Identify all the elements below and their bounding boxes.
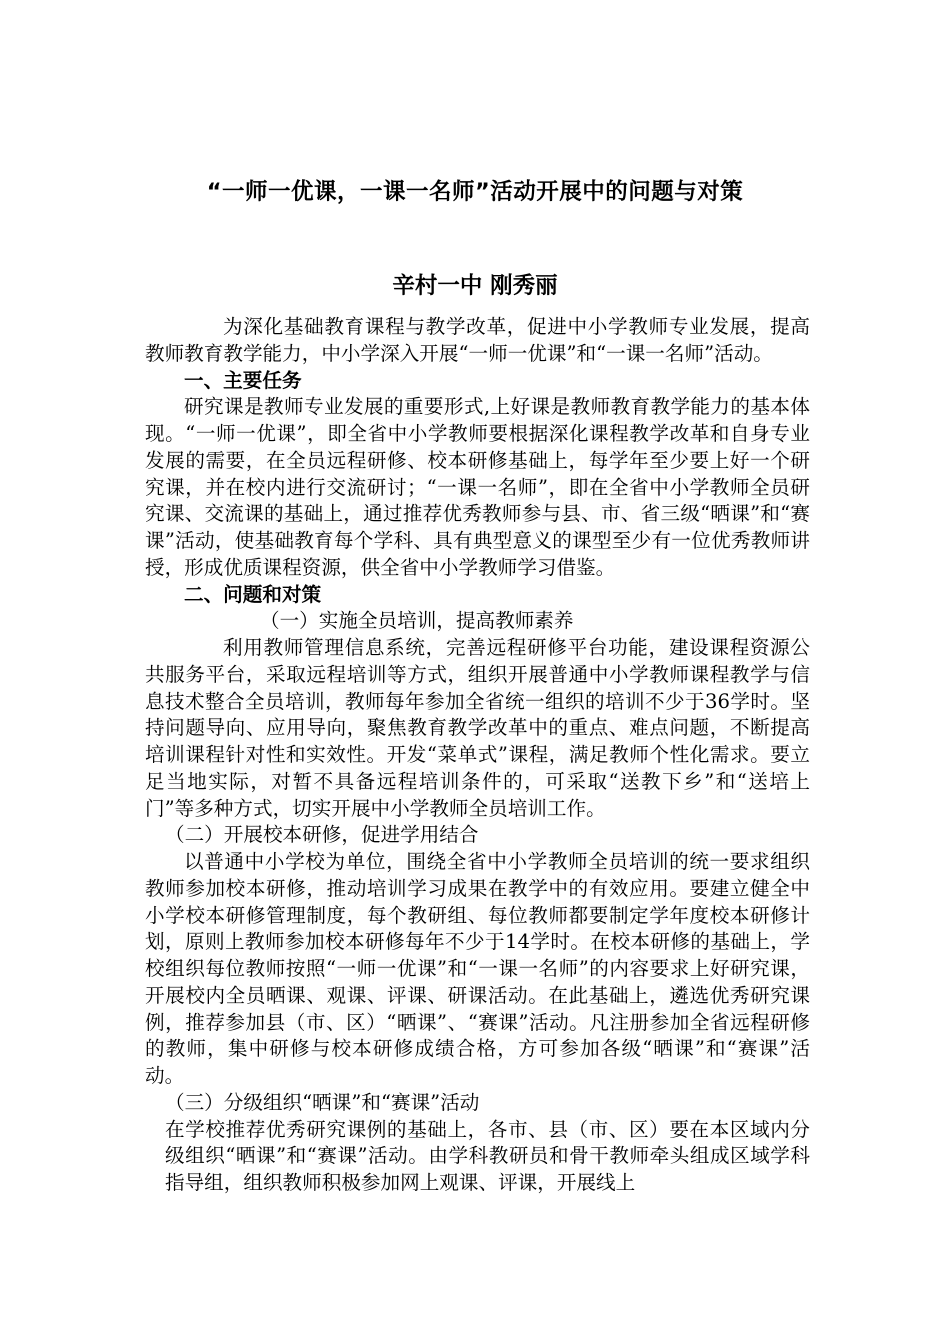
author-line: 辛村一中 刚秀丽 [392, 273, 558, 299]
body-paragraph: 研究课是教师专业发展的重要形式,上好课是教师教育教学能力的基本体现。“一师一优课”，即全省中小学教师要根据深化课程教学改革和自身专业发展的需要，在全员远程研修、校本研修基础上，每学年至少要上好一个研究课，并在校内进行交流研讨；“一课一名师”，即在全省中小学教师全员研究课、交流课的基础上，通过推荐优秀教师参与县、市、省三级“晒课”和“赛课”活动，使基础教育每个学科、具有典型意义的课型至少有一位优秀教师讲授，形成优质课程资源，供全省中小学教师学习借鉴。 [145, 395, 810, 579]
section-heading: 二、问题和对策 [184, 582, 322, 606]
subsection-heading: （一）实施全员培训，提高教师素养 [260, 609, 574, 633]
body-paragraph: 在学校推荐优秀研究课例的基础上，各市、县（市、区）要在本区域内分级组织“晒课”和“赛课”活动。由学科教研员和骨干教师牵头组成区域学科指导组，组织教师积极参加网上观课、评课，开展线上 [165, 1117, 810, 1194]
section-heading: 一、主要任务 [184, 368, 302, 392]
body-paragraph: 利用教师管理信息系统，完善远程研修平台功能，建设课程资源公共服务平台，采取远程培训等方式，组织开展普通中小学教师课程教学与信息技术整合全员培训，教师每年参加全省统一组织的培训不少于36学时。坚持问题导向、应用导向，聚焦教育教学改革中的重点、难点问题，不断提高培训课程针对性和实效性。开发“菜单式”课程，满足教师个性化需求。要立足当地实际，对暂不具备远程培训条件的，可采取“送教下乡”和“送培上门”等多种方式，切实开展中小学教师全员培训工作。 [145, 636, 810, 820]
subsection-heading: （二）开展校本研修，促进学用结合 [165, 823, 479, 847]
body-paragraph: 以普通中小学校为单位，围绕全省中小学教师全员培训的统一要求组织教师参加校本研修，推动培训学习成果在教学中的有效应用。要建立健全中小学校本研修管理制度，每个教研组、每位教师都要制定学年度校本研修计划，原则上教师参加校本研修每年不少于14学时。在校本研修的基础上，学校组织每位教师按照“一师一优课”和“一课一名师”的内容要求上好研究课，开展校内全员晒课、观课、评课、研课活动。在此基础上，遴选优秀研究课例，推荐参加县（市、区）“晒课”、“赛课”活动。凡注册参加全省远程研修的教师，集中研修与校本研修成绩合格，方可参加各级“晒课”和“赛课”活动。 [145, 850, 810, 1087]
document-title: “一师一优课，一课一名师”活动开展中的问题与对策 [206, 179, 744, 205]
document-body [145, 314, 810, 1197]
intro-paragraph: 为深化基础教育课程与教学改革，促进中小学教师专业发展，提高教师教育教学能力，中小学深入开展“一师一优课”和“一课一名师”活动。 [145, 315, 810, 365]
subsection-heading: （三）分级组织“晒课”和“赛课”活动 [165, 1090, 480, 1114]
